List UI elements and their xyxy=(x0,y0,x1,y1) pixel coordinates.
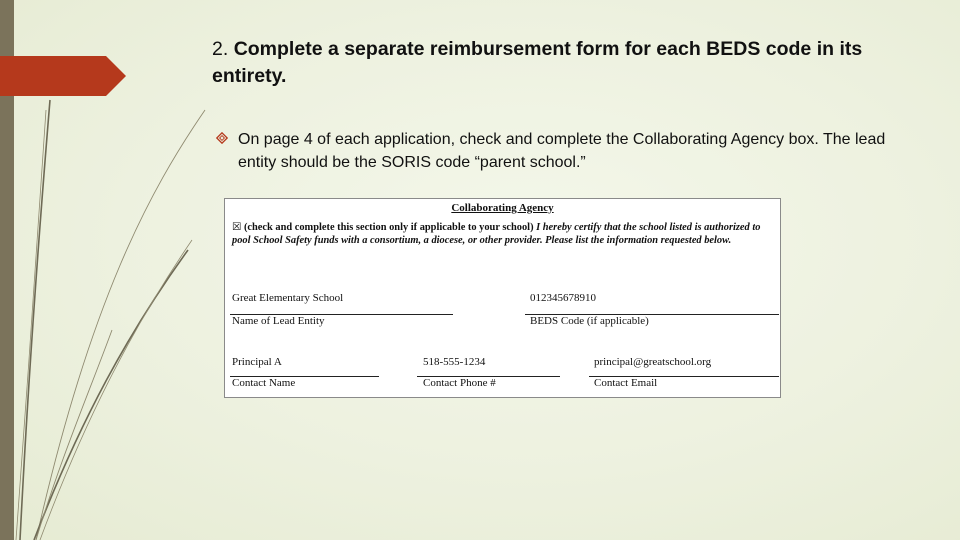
checked-box-icon: ☒ xyxy=(232,222,242,233)
contact-email-label: Contact Email xyxy=(594,377,658,389)
slide-title xyxy=(212,36,912,90)
beds-code-label: BEDS Code (if applicable) xyxy=(530,315,649,327)
contact-phone-label: Contact Phone # xyxy=(423,377,496,389)
collaborating-agency-form xyxy=(224,198,781,398)
title-text: Complete a separate reimbursement form for each BEDS code in its entirety. xyxy=(212,38,863,87)
bullet-text: On page 4 of each application, check and complete the Collaborating Agency box. The lead entity should be the SORIS code “parent school.” xyxy=(238,131,886,171)
lead-entity-value: Great Elementary School xyxy=(232,292,344,304)
certification-statement: I hereby certify that the school listed is authorized to pool School Safety funds with a consortium, a diocese, or other provider. Please list the information requested below. xyxy=(232,222,761,247)
contact-name-label: Contact Name xyxy=(232,377,296,389)
beds-code-value: 012345678910 xyxy=(530,292,596,304)
contact-name-value: Principal A xyxy=(232,356,282,368)
title-number: 2. xyxy=(212,38,229,60)
contact-email-value: principal@greatschool.org xyxy=(594,356,712,368)
accent-tab-shape xyxy=(0,56,126,96)
contact-phone-value: 518-555-1234 xyxy=(423,356,486,368)
lead-entity-label: Name of Lead Entity xyxy=(232,315,325,327)
form-title: Collaborating Agency xyxy=(451,202,554,214)
certification-text xyxy=(232,221,777,247)
diamond-bullet-icon xyxy=(216,132,228,144)
certification-condition: (check and complete this section only if applicable to your school) xyxy=(243,222,534,233)
